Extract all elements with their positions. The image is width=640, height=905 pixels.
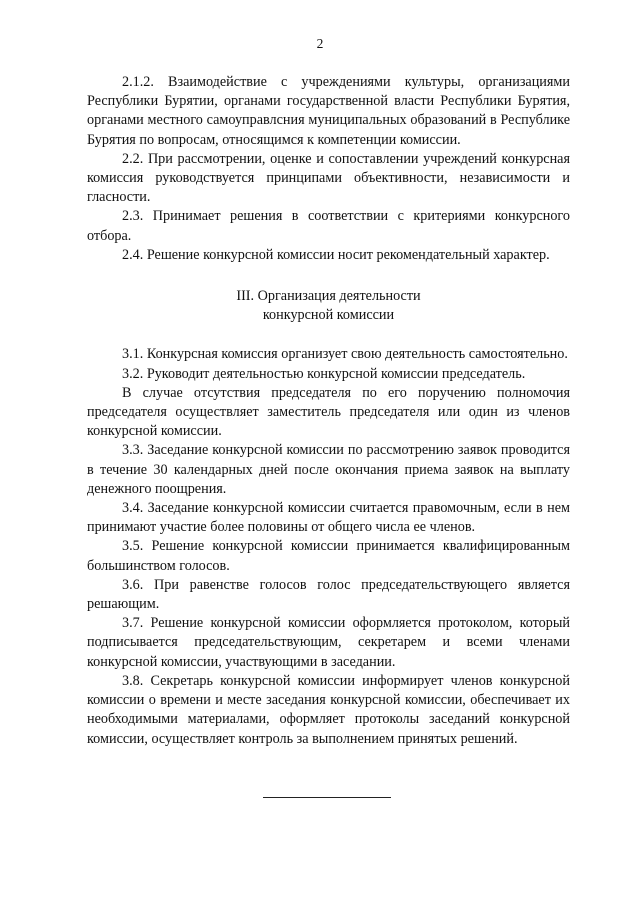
paragraph-3-4: 3.4. Заседание конкурсной комиссии считается правомочным, если в нем принимают участие более половины от общего числа ее членов. [87, 500, 570, 536]
paragraph-2-1-2: 2.1.2. Взаимодействие с учреждениями культуры, организациями Республики Бурятии, органами государственной власти Республики Бурятия, органами местного самоуправлсния муниципальных образований в Республике Бурятия по вопросам, относящимся к компетенции комиссии. [87, 74, 570, 148]
paragraph-3-1: 3.1. Конкурсная комиссия организует свою деятельность самостоятельно. [122, 346, 568, 363]
page-number: 2 [316, 36, 324, 51]
paragraph-2-2: 2.2. При рассмотрении, оценке и сопоставлении учреждений конкурсная комиссия руководствуется принципами объективности, независимости и гласности. [87, 150, 570, 206]
paragraph-2-4: 2.4. Решение конкурсной комиссии носит рекомендательный характер. [122, 246, 550, 263]
end-divider-line [263, 797, 391, 798]
paragraph-2-3: 2.3. Принимает решения в соответствии с критериями конкурсного отбора. [87, 208, 570, 244]
paragraph-3-3: 3.3. Заседание конкурсной комиссии по рассмотрению заявок проводится в течение 30 календарных дней после окончания приема заявок на выплату денежного поощрения. [87, 442, 570, 497]
section-3-heading [87, 287, 570, 325]
paragraph-3-5: 3.5. Решение конкурсной комиссии принимается квалифицированным большинством голосов. [87, 538, 570, 574]
section-3-heading-line1: III. Организация деятельности [236, 288, 421, 305]
document-body [87, 73, 570, 749]
paragraph-3-7: 3.7. Решение конкурсной комиссии оформляется протоколом, который подписывается председательствующим, секретарем и всеми членами конкурсной комиссии, участвующими в заседании. [87, 615, 570, 670]
section-3-heading-line2: конкурсной комиссии [262, 307, 395, 324]
paragraph-3-2-deputy: В случае отсутствия председателя по его поручению полномочия председателя осуществляет заместитель председателя или один из членов конкурсной комиссии. [87, 384, 570, 440]
paragraph-3-2: 3.2. Руководит деятельностью конкурсной комиссии председатель. [122, 365, 526, 382]
paragraph-3-6: 3.6. При равенстве голосов голос председательствующего является решающим. [87, 576, 570, 613]
paragraph-3-8: 3.8. Секретарь конкурсной комиссии информирует членов конкурсной комиссии о времени и месте заседания конкурсной комиссии, обеспечивает их необходимыми материалами, оформляет протоколы заседаний конкурсной комиссии, осуществляет контроль за выполнением принятых решений. [87, 672, 570, 747]
